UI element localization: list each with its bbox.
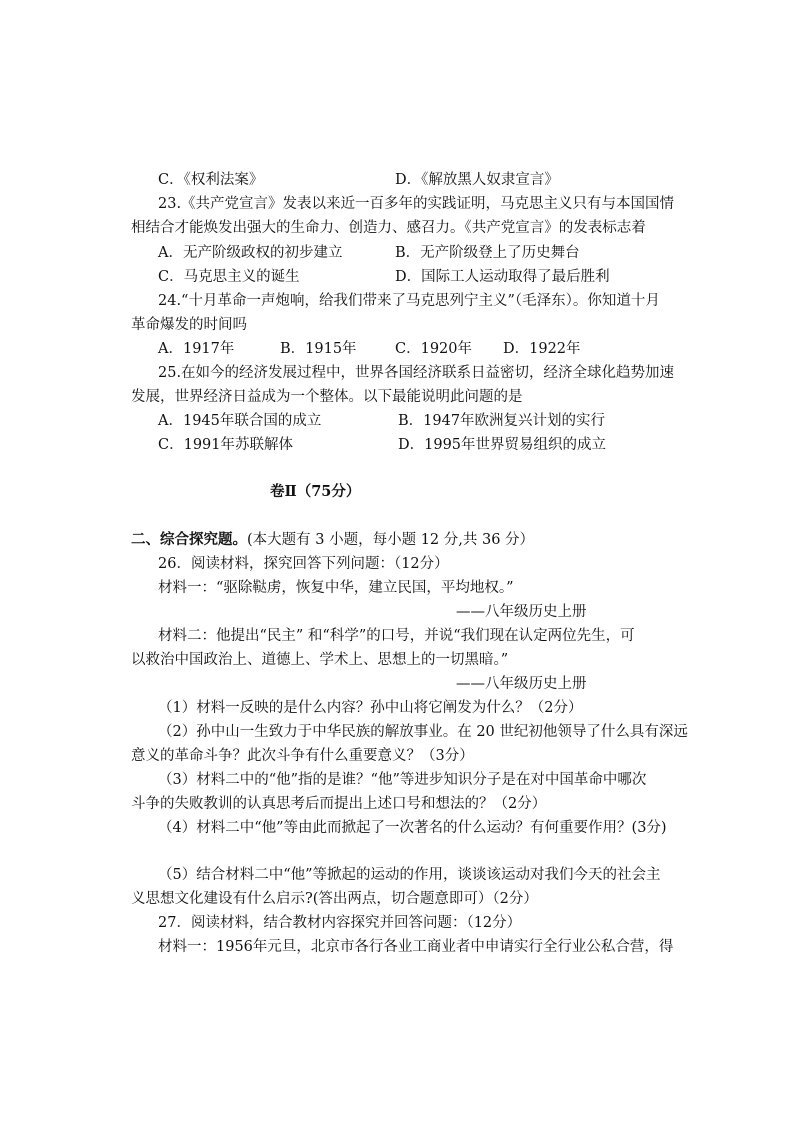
q25-stem-line-2: 发展，世界经济日益成为一个整体。以下最能说明此问题的是 bbox=[131, 389, 523, 405]
q22-option-c: C．《权利法案》 bbox=[158, 172, 264, 188]
q23-option-a: A．无产阶级政权的初步建立 bbox=[158, 245, 343, 261]
q26-sub-4: （4）材料二中“他”等由此而掀起了一次著名的什么运动？有何重要作用？(3分) bbox=[158, 820, 667, 836]
q27-material-1: 材料一：1956年元旦，北京市各行各业工商业者中申请实行全行业公私合营，得 bbox=[158, 939, 674, 955]
q24-stem-line-2: 革命爆发的时间吗 bbox=[131, 317, 247, 333]
q23-option-c: C．马克思主义的诞生 bbox=[158, 269, 300, 285]
section-2-heading bbox=[131, 530, 534, 550]
q26-material-1: 材料一：“驱除鞑虏，恢复中华，建立民国，平均地权。” bbox=[158, 580, 514, 596]
q24-option-d: D．1922年 bbox=[503, 341, 581, 357]
q22-option-d: D．《解放黑人奴隶宣言》 bbox=[395, 172, 559, 188]
q26-sub-2-line-2: 意义的革命斗争？此次斗争有什么重要意义？（3分） bbox=[131, 748, 474, 764]
q26-material-1-source: ——八年级历史上册 bbox=[456, 604, 587, 620]
q25-stem-line-1: 25.在如今的经济发展过程中，世界各国经济联系日益密切，经济全球化趋势加速 bbox=[158, 365, 675, 381]
q26-sub-5-line-2: 义思想文化建设有什么启示?(答出两点，切合题意即可）（2分） bbox=[131, 891, 538, 907]
q26-material-2-source: ——八年级历史上册 bbox=[456, 676, 587, 692]
q24-stem-line-1: 24.“十月革命一声炮响，给我们带来了马克思列宁主义”（毛泽东）。你知道十月 bbox=[158, 293, 660, 309]
q23-stem-line-2: 相结合才能焕发出强大的生命力、创造力、感召力。《共产党宣言》的发表标志着 bbox=[131, 220, 646, 236]
section-2-title: 二、综合探究题。 bbox=[131, 531, 247, 548]
q26-sub-1: （1）材料一反映的是什么内容？孙中山将它阐发为什么？（2分） bbox=[158, 700, 583, 716]
q27-stem: 27．阅读材料，结合教材内容探究并回答问题：（12分） bbox=[158, 915, 522, 931]
q25-option-b: B．1947年欧洲复兴计划的实行 bbox=[398, 413, 606, 429]
q25-option-c: C．1991年苏联解体 bbox=[158, 437, 293, 453]
q26-sub-3-line-1: （3）材料二中的“他”指的是谁？“他”等进步知识分子是在对中国革命中哪次 bbox=[158, 772, 647, 788]
q26-material-2-line-1: 材料二：他提出“民主” 和“科学”的口号，并说“我们现在认定两位先生，可 bbox=[158, 628, 635, 644]
q25-option-d: D．1995年世界贸易组织的成立 bbox=[398, 437, 607, 453]
q26-material-2-line-2: 以救治中国政治上、道德上、学术上、思想上的一切黑暗。” bbox=[131, 652, 509, 668]
q26-stem: 26．阅读材料，探究回答下列问题：（12分） bbox=[158, 556, 449, 572]
q26-sub-5-line-1: （5）结合材料二中“他”等掀起的运动的作用，谈谈该运动对我们今天的社会主 bbox=[158, 867, 661, 883]
q23-option-b: B．无产阶级登上了历史舞台 bbox=[395, 245, 580, 261]
volume-2-title: 卷Ⅱ（75分） bbox=[270, 483, 361, 500]
q24-option-c: C．1920年 bbox=[395, 341, 472, 357]
q23-stem-line-1: 23.《共产党宣言》发表以来近一百多年的实践证明，马克思主义只有与本国国情 bbox=[158, 196, 675, 212]
q23-option-d: D．国际工人运动取得了最后胜利 bbox=[395, 269, 610, 285]
q24-option-a: A．1917年 bbox=[158, 341, 235, 357]
q24-option-b: B．1915年 bbox=[280, 341, 357, 357]
q25-option-a: A．1945年联合国的成立 bbox=[158, 413, 322, 429]
q26-sub-3-line-2: 斗争的失败教训的认真思考后而提出上述口号和想法的？（2分） bbox=[131, 796, 547, 812]
q26-sub-2-line-1: （2）孙中山一生致力于中华民族的解放事业。在 20 世纪初他领导了什么具有深远 bbox=[158, 724, 688, 740]
section-2-note: (本大题有 3 小题，每小题 12 分,共 36 分） bbox=[247, 532, 535, 548]
